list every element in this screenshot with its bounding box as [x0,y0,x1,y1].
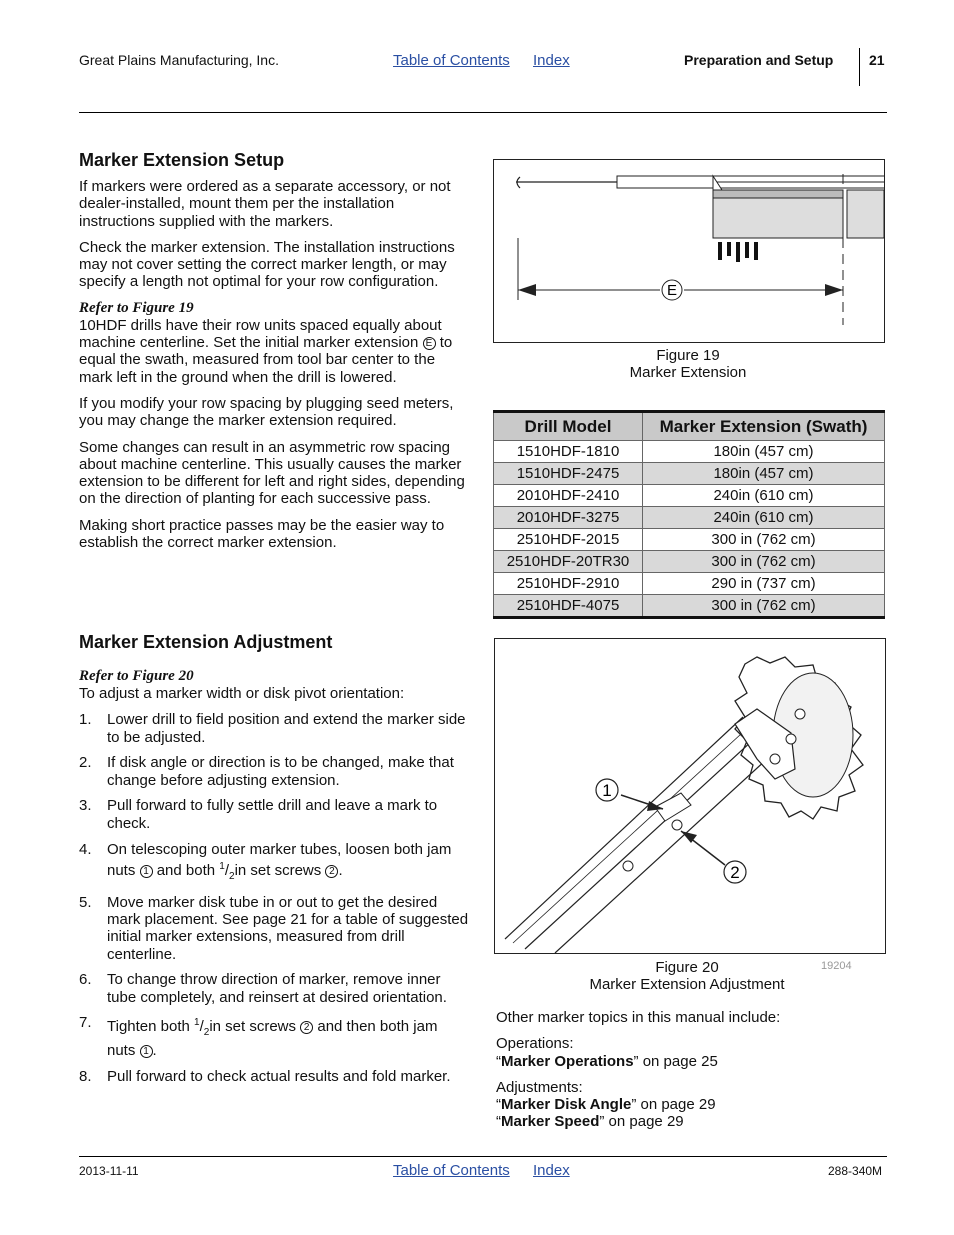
paragraph: Making short practice passes may be the easier way to establish the correct marker extension. [79,516,445,552]
table-row: 1510HDF-1810 180in (457 cm) [494,441,885,463]
table-row: 2010HDF-2410 240in (610 cm) [494,485,885,507]
steps-intro: To adjust a marker width or disk pivot orientation: [79,685,405,702]
footer-toc-link[interactable]: Table of Contents [393,1162,510,1179]
paragraph: Some changes can result in an asymmetric row spacing about machine centerline. This usually causes the marker extension to be different for left and right sides, depending on the direction of planting for each successive pass. [79,438,465,508]
paragraph: If you modify your row spacing by plugging seed meters, you may change the marker extension required. [79,394,454,430]
figure-19-caption: Figure 19 Marker Extension [629,347,747,381]
table-row: 2510HDF-2015 300 in (762 cm) [494,529,885,551]
header-rule [79,112,887,113]
callout-1-symbol: 1 [140,865,153,878]
table-row: 2510HDF-2910 290 in (737 cm) [494,573,885,595]
callout-2-label: 2 [730,863,740,882]
topic-link[interactable]: “Marker Disk Angle” on page 29 [496,1096,716,1114]
image-number: 19204 [821,960,852,972]
callout-2-symbol: 2 [325,865,338,878]
table-row: 2010HDF-3275 240in (610 cm) [494,507,885,529]
page-number: 21 [869,52,885,68]
topic-link[interactable]: “Marker Speed” on page 29 [496,1113,684,1131]
paragraph: Check the marker extension. The installation instructions may not cover setting the correct marker length, or may specify a length not optimal for your row configuration. [79,238,455,291]
callout-1-symbol: 1 [140,1045,153,1058]
list-item: 6. To change throw direction of marker, remove inner tube completely, and reinsert at desired orientation. [79,971,447,1006]
table-row: 2510HDF-20TR30 300 in (762 cm) [494,551,885,573]
header-index-link[interactable]: Index [533,52,570,69]
paragraph: 10HDF drills have their row units spaced equally about machine centerline. Set the initial marker extension E to equal the swath, measured from tool bar center to the mark left in the ground when the drill is lowered. [79,316,453,386]
list-item: 4. On telescoping outer marker tubes, loosen both jam nuts 1 and both $^1/_2in$ set screws 2 . [79,840,452,882]
company-name: Great Plains Manufacturing, Inc. [79,52,279,68]
marker-tube-drawing [495,639,885,953]
document-number: 288-340M [828,1164,883,1178]
topic-link[interactable]: “Marker Operations” on page 25 [496,1052,718,1070]
dimension-label-e: E [666,282,678,299]
table-header: Drill Model [494,412,643,441]
footer-rule [79,1156,887,1157]
footer-index-link[interactable]: Index [533,1162,570,1179]
figure-reference: Refer to Figure 19 [79,299,194,316]
list-item: 2. If disk angle or direction is to be changed, make that change before adjusting extension. [79,754,454,789]
list-item: 7. Tighten both $^1/_2in$ set screws 2 and then both jam nuts 1 . [79,1014,438,1059]
table-header: Marker Extension (Swath) [643,412,885,441]
left-column [79,150,469,551]
marker-e-symbol: E [423,337,436,350]
figure-reference: Refer to Figure 20 [79,668,194,684]
list-item: 5. Move marker disk tube in or out to get the desired mark placement. See page 21 for a table of suggested initial marker extensions, measured from drill centerline. [79,893,469,963]
table-row: 2510HDF-4075 300 in (762 cm) [494,595,885,618]
list-item: 8. Pull forward to check actual results and fold marker. [79,1067,451,1085]
table-row: 1510HDF-2475 180in (457 cm) [494,463,885,485]
table-header-row [494,412,885,441]
footer-date: 2013-11-11 [79,1164,139,1178]
marker-extension-drawing [494,160,884,342]
figure-20 [494,638,886,954]
adjustment-section [79,632,469,1093]
figure-20-caption: Figure 20 Marker Extension Adjustment [589,959,785,993]
section-title: Preparation and Setup [684,52,834,68]
list-item: 1. Lower drill to field position and extend the marker side to be adjusted. [79,711,466,746]
callout-2-symbol: 2 [300,1021,313,1034]
marker-extension-table [493,410,885,619]
figure-19 [493,159,885,343]
list-item: 3. Pull forward to fully settle drill and leave a mark to check. [79,797,438,832]
header-toc-link[interactable]: Table of Contents [393,52,510,69]
header-divider [859,48,860,86]
paragraph: If markers were ordered as a separate accessory, or not dealer-installed, mount them per the installation instructions supplied with the markers. [79,178,451,230]
related-topics: Other marker topics in this manual include: Operations: “Marker Operations” on page 25 Adjustments: “Marker Disk Angle” on page 29 “Marker Speed” on page 29 [496,1009,886,1131]
setup-heading: Marker Extension Setup [79,150,285,170]
steps-list [79,711,469,1085]
adjustment-heading: Marker Extension Adjustment [79,632,333,652]
callout-1-label: 1 [602,781,612,800]
